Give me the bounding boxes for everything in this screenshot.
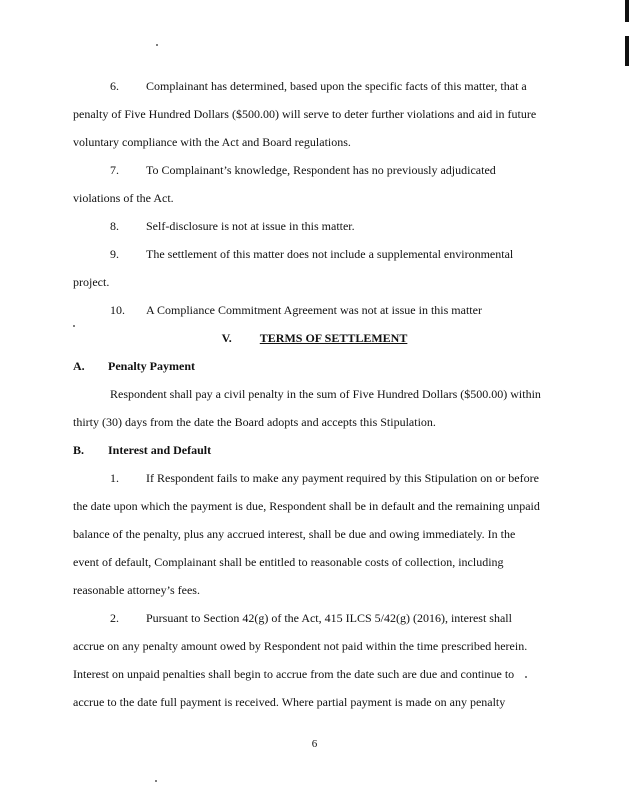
- subsection-b-label: B.: [73, 443, 85, 457]
- subsection-b-title: Interest and Default: [108, 443, 212, 457]
- scan-speck: [155, 780, 157, 782]
- paragraph-9-line-1: 9. The settlement of this matter does not include a supplemental environmental: [110, 247, 514, 261]
- item-b2-line-3: Interest on unpaid penalties shall begin to accrue from the date such are due and continue to: [73, 667, 515, 681]
- item-b1-line-5: reasonable attorney’s fees.: [73, 583, 200, 597]
- subsection-b-heading: [73, 443, 211, 457]
- item-b1-line-4: event of default, Complainant shall be entitled to reasonable costs of collection, including: [73, 555, 504, 569]
- paragraph-6-number: 6.: [110, 79, 119, 93]
- paragraph-7-number: 7.: [110, 163, 119, 177]
- subsection-a-line-2: thirty (30) days from the date the Board adopts and accepts this Stipulation.: [73, 415, 436, 429]
- section-roman-numeral: V.: [221, 331, 232, 345]
- paragraph-7-line-2: violations of the Act.: [73, 191, 174, 205]
- item-b1-line-1: 1. If Respondent fails to make any payment required by this Stipulation on or before: [110, 471, 539, 485]
- section-title: TERMS OF SETTLEMENT: [259, 331, 408, 345]
- section-heading: [0, 331, 629, 346]
- item-b1-line-2: the date upon which the payment is due, Respondent shall be in default and the remaining unpaid: [73, 499, 540, 513]
- item-b1-line-3: balance of the penalty, plus any accrued interest, shall be due and owing immediately. In the: [73, 527, 516, 541]
- subsection-a-title: Penalty Payment: [108, 359, 195, 373]
- paragraph-9-number: 9.: [110, 247, 119, 261]
- page-number: 6: [311, 738, 318, 750]
- scan-speck: [73, 325, 75, 327]
- scan-speck: [156, 44, 158, 46]
- item-b1-number: 1.: [110, 471, 119, 485]
- paragraph-6-line-2: penalty of Five Hundred Dollars ($500.00) will serve to deter further violations and aid in future: [73, 107, 537, 121]
- paragraph-10-line-1: 10. A Compliance Commitment Agreement was not at issue in this matter: [110, 303, 482, 317]
- item-b2-line-4: accrue to the date full payment is received. Where partial payment is made on any penalty: [73, 695, 506, 709]
- subsection-a-label: A.: [73, 359, 85, 373]
- paragraph-9-line-2: project.: [73, 275, 110, 289]
- item-b2-number: 2.: [110, 611, 119, 625]
- paragraph-10-number: 10.: [110, 303, 125, 317]
- item-b2-line-2: accrue on any penalty amount owed by Respondent not paid within the time prescribed herein.: [73, 639, 528, 653]
- scan-speck: [525, 676, 527, 678]
- paragraph-8-number: 8.: [110, 219, 119, 233]
- paragraph-7-line-1: 7. To Complainant’s knowledge, Respondent has no previously adjudicated: [110, 163, 496, 177]
- paragraph-8-line-1: 8. Self-disclosure is not at issue in this matter.: [110, 219, 355, 233]
- item-b2-line-1: 2. Pursuant to Section 42(g) of the Act, 415 ILCS 5/42(g) (2016), interest shall: [110, 611, 512, 625]
- scan-edge-mark: [625, 0, 629, 22]
- subsection-a-heading: [73, 359, 195, 373]
- paragraph-6-line-3: voluntary compliance with the Act and Board regulations.: [73, 135, 351, 149]
- scan-edge-mark: [625, 36, 629, 66]
- paragraph-6-line-1: 6. Complainant has determined, based upon the specific facts of this matter, that a: [110, 79, 527, 93]
- subsection-a-line-1: Respondent shall pay a civil penalty in the sum of Five Hundred Dollars ($500.00) within: [110, 387, 541, 401]
